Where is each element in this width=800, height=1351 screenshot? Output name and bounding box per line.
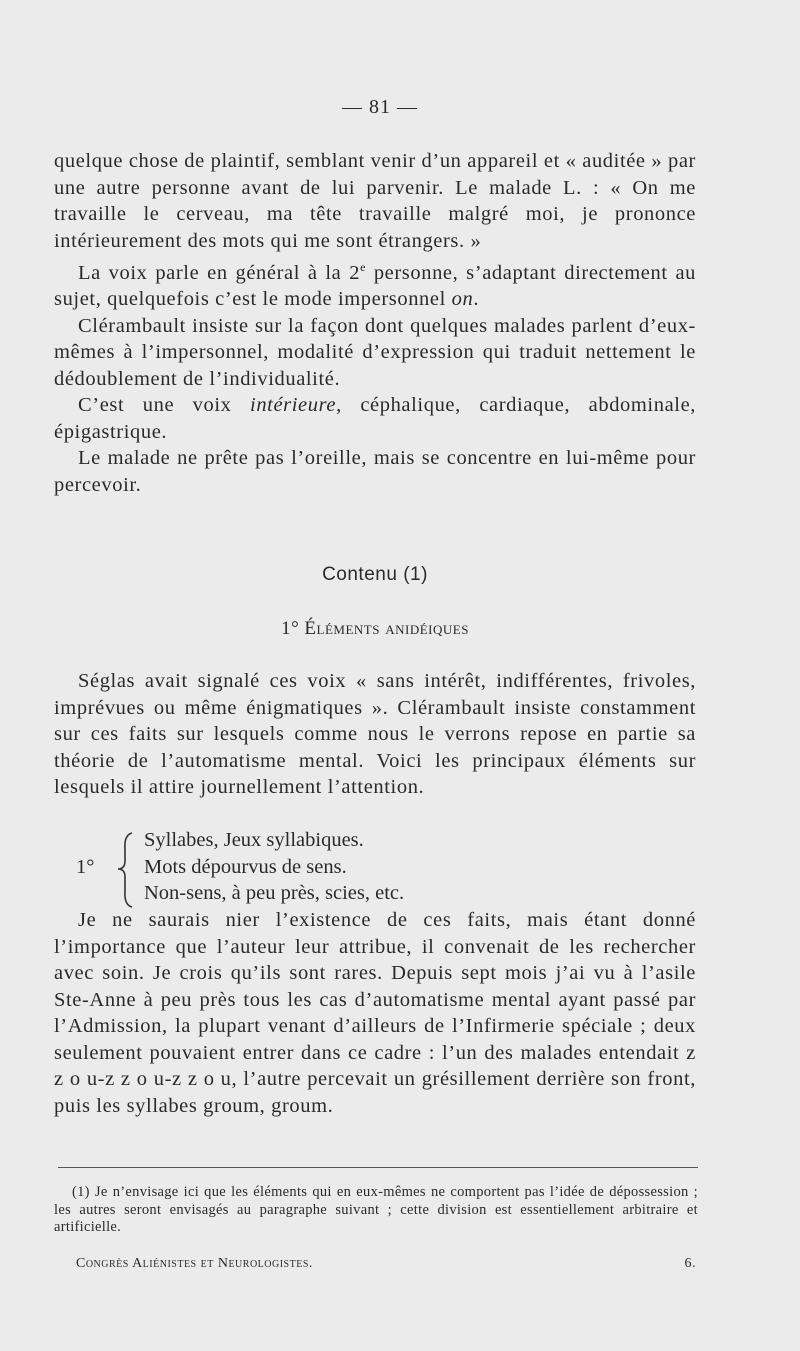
interieure-text-after: , céphalique, cardiaque, abdominale, épigastrique. bbox=[54, 394, 696, 443]
footnote bbox=[54, 1184, 698, 1237]
footnote-text: (1) Je n’envisage ici que les éléments qui en eux-mêmes ne comportent pas l’idée de dépossession ; les autres seront envisagés au paragraphe suivant ; cette division est essentiellement arbitraire et artificielle. bbox=[54, 1184, 698, 1235]
subsection-heading-elements: 1° Éléments anidéiques bbox=[281, 618, 469, 639]
paragraph-nier: Je ne saurais nier l’existence de ces faits, mais étant donné l’importance que l’auteur leur attribue, il convenait de les rechercher avec soin. Je crois qu’ils sont rares. Depuis sept mois j’ai vu à l’asile Ste-Anne à peu près tous les cas d’automatisme mental ayant passé par l’Admission, la plupart venant d’ailleurs de l’Infirmerie spéciale ; deux seulement pouvaient entrer dans ce cadre : l’un des malades entendait z z o u-z z o u-z z o u, l’autre percevait un grésillement derrière son front, puis les syllabes groum, groum. bbox=[54, 909, 696, 1117]
voix-superscript: e bbox=[360, 260, 366, 274]
paragraph-continuation: quelque chose de plaintif, semblant venir d’un appareil et « auditée » par une autre personne avant de lui parvenir. Le malade L. : « On me travaille le cerveau, ma tête travaille malgré moi, je prononce intérieurement des mots qui me sont étrangers. » bbox=[54, 150, 696, 252]
body-text-top bbox=[54, 148, 696, 498]
voix-text-middle: personne, s’adaptant directement au sujet, quelquefois c’est le mode impersonnel bbox=[54, 261, 696, 311]
footer-signature: Congrès Aliénistes et Neurologistes. bbox=[76, 1256, 313, 1271]
list-number: 1° bbox=[76, 856, 95, 878]
interieure-text-before: C’est une voix bbox=[78, 394, 251, 417]
section-heading-contenu: Contenu (1) bbox=[322, 564, 428, 585]
paragraph-voix bbox=[54, 254, 696, 313]
syllable-list bbox=[76, 827, 676, 907]
curly-brace-icon bbox=[114, 829, 138, 909]
paragraph-clerambault: Clérambault insiste sur la façon dont quelques malades parlent d’eux-mêmes à l’impersonnel, modalité d’expression qui traduit nettement le dédoublement de l’individualité. bbox=[54, 314, 696, 390]
list-item: Mots dépourvus de sens. bbox=[144, 855, 347, 878]
voix-text-before: La voix parle en général à la 2 bbox=[78, 261, 361, 284]
signature-number: 6. bbox=[684, 1256, 696, 1271]
paragraph-interieure bbox=[54, 392, 696, 445]
list-item: Non-sens, à peu près, scies, etc. bbox=[144, 882, 405, 904]
body-text-nier bbox=[54, 907, 696, 1119]
interieure-italic: intérieure bbox=[250, 394, 337, 417]
footnote-divider bbox=[58, 1167, 698, 1168]
voix-text-after: . bbox=[473, 288, 480, 311]
paragraph-seglas: Séglas avait signalé ces voix « sans intérêt, indifférentes, frivoles, imprévues ou même énigmatiques ». Clérambault insiste constamment sur ces faits sur lesquels comme nous le verrons repose en partie sa théorie de l’automatisme mental. Voici les principaux éléments sur lesquels il attire journellement l’attention. bbox=[54, 670, 696, 798]
list-items bbox=[144, 827, 404, 907]
page-number: — 81 — bbox=[342, 96, 418, 118]
voix-italic-on: on bbox=[451, 288, 474, 311]
list-item: Syllabes, Jeux syllabiques. bbox=[144, 829, 364, 851]
paragraph-malade: Le malade ne prête pas l’oreille, mais se concentre en lui-même pour percevoir. bbox=[54, 447, 696, 496]
body-text-seglas bbox=[54, 668, 696, 801]
